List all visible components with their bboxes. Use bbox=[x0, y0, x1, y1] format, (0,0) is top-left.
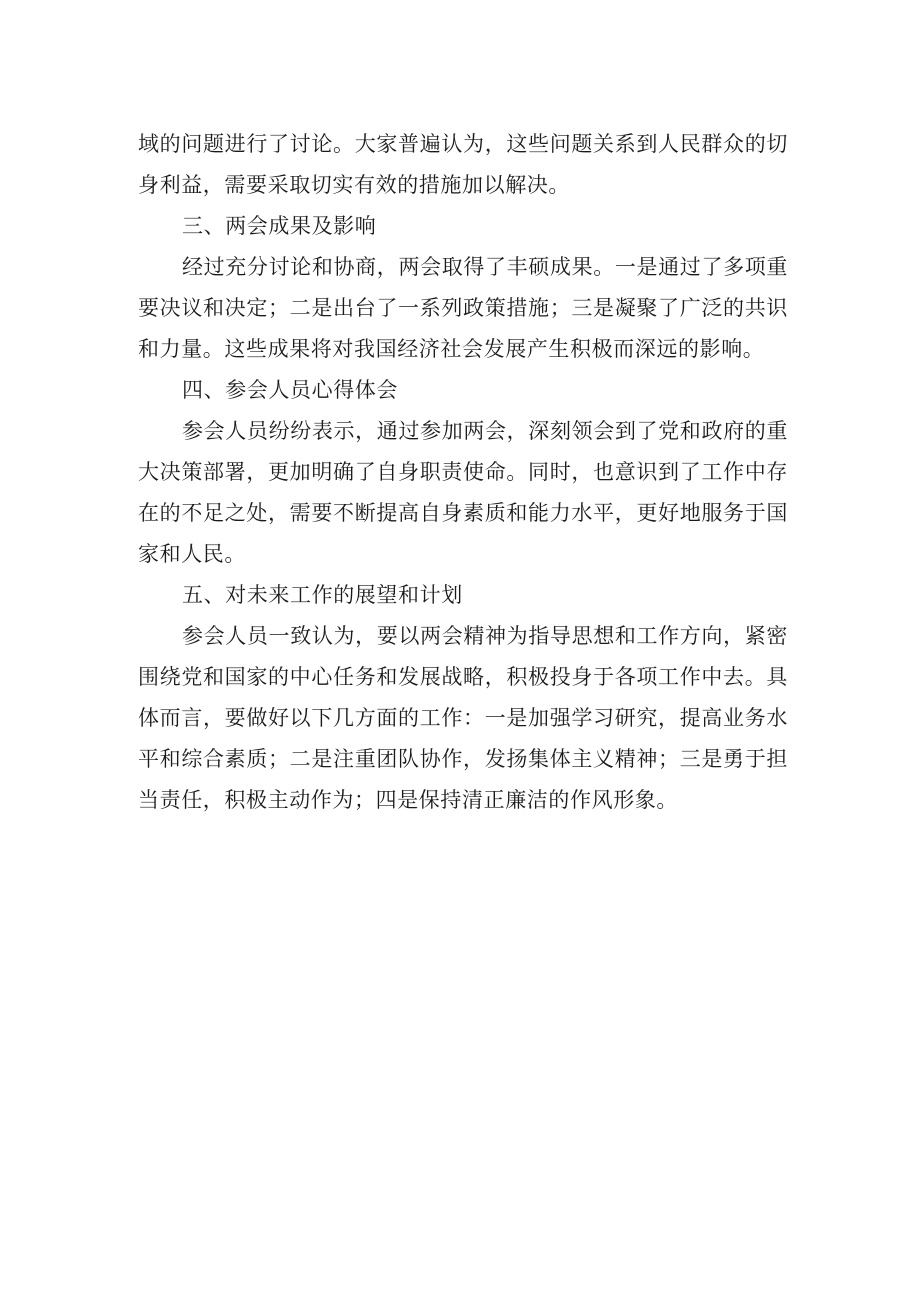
paragraph-reflections: 参会人员纷纷表示，通过参加两会，深刻领会到了党和政府的重大决策部署，更加明确了自身职责使命。同时，也意识到了工作中存在的不足之处，需要不断提高自身素质和能力水平，更好地服务于国家和人民。 bbox=[138, 419, 788, 566]
section-heading-3: 三、两会成果及影响 bbox=[182, 214, 377, 238]
section-heading-5: 五、对未来工作的展望和计划 bbox=[182, 583, 463, 607]
paragraph-outlook: 参会人员一致认为，要以两会精神为指导思想和工作方向，紧密围绕党和国家的中心任务和发展战略，积极投身于各项工作中去。具体而言，要做好以下几方面的工作：一是加强学习研究，提高业务水平和综合素质；二是注重团队协作，发扬集体主义精神；三是勇于担当责任，积极主动作为；四是保持清正廉洁的作风形象。 bbox=[138, 624, 788, 812]
document-body bbox=[138, 124, 788, 821]
section-heading-4: 四、参会人员心得体会 bbox=[182, 378, 398, 402]
paragraph-results: 经过充分讨论和协商，两会取得了丰硕成果。一是通过了多项重要决议和决定；二是出台了一系列政策措施；三是凝聚了广泛的共识和力量。这些成果将对我国经济社会发展产生积极而深远的影响。 bbox=[138, 255, 788, 361]
paragraph-continued: 域的问题进行了讨论。大家普遍认为，这些问题关系到人民群众的切身利益，需要采取切实有效的措施加以解决。 bbox=[138, 132, 788, 197]
